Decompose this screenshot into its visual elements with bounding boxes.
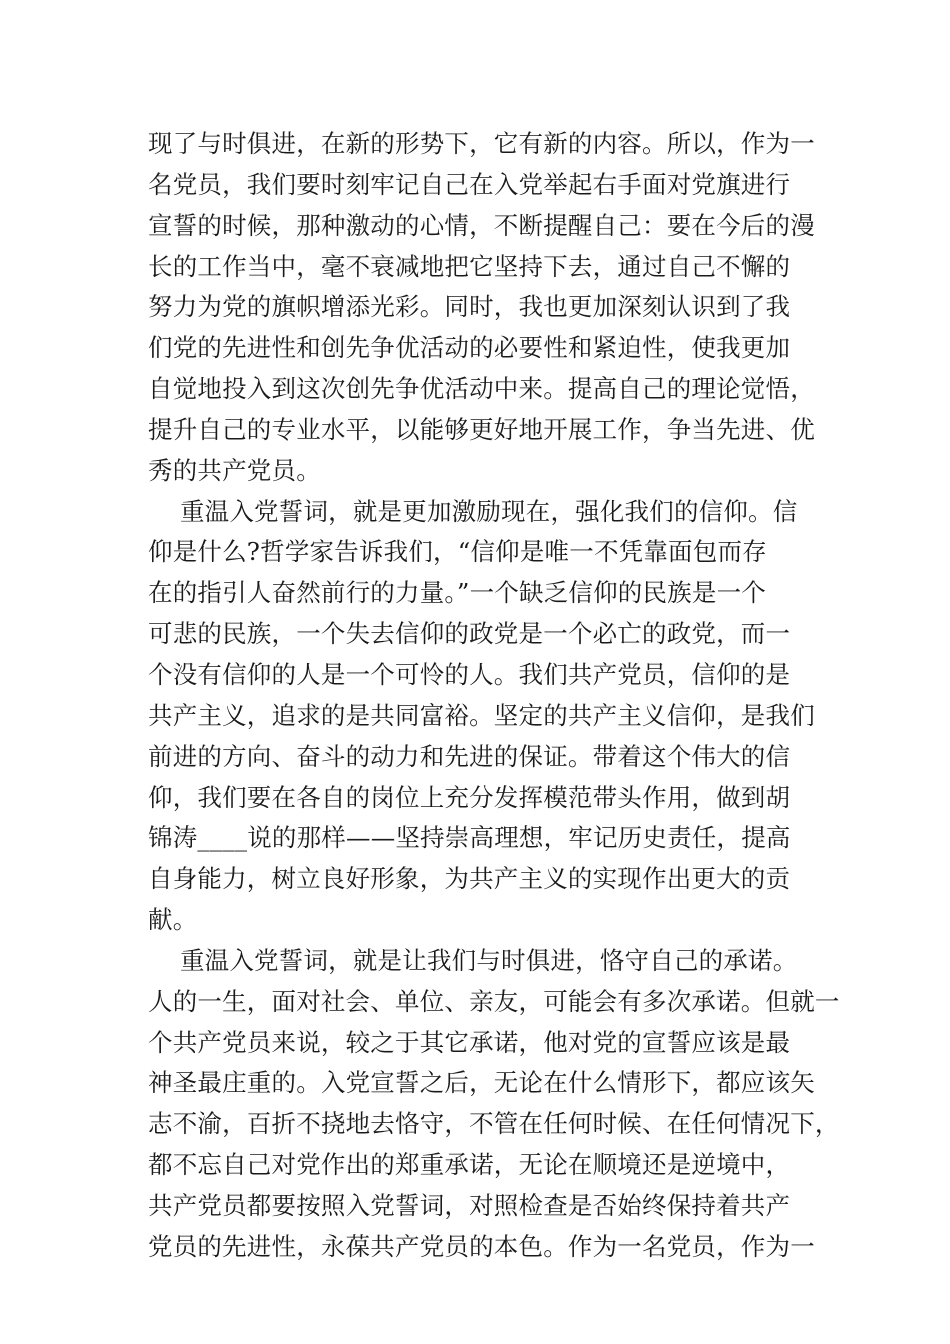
text-line: 个共产党员来说，较之于其它承诺，他对党的宣誓应该是最 xyxy=(148,1027,791,1057)
text-line: 可悲的民族，一个失去信仰的政党是一个必亡的政党，而一 xyxy=(148,619,791,649)
text-line: 名党员，我们要时刻牢记自己在入党举起右手面对党旗进行 xyxy=(148,169,791,199)
text-line: 前进的方向、奋斗的动力和先进的保证。带着这个伟大的信 xyxy=(148,741,791,771)
text-line: 人的一生，面对社会、单位、亲友，可能会有多次承诺。但就一 xyxy=(148,986,840,1016)
text-line: 秀的共产党员。 xyxy=(148,455,321,485)
paragraph xyxy=(148,941,840,1268)
text-line: 共产党员都要按照入党誓词，对照检查是否始终保持着共产 xyxy=(148,1190,791,1220)
text-line: 现了与时俱进，在新的形势下，它有新的内容。所以，作为一 xyxy=(148,129,815,158)
text-line: 自身能力，树立良好形象，为共产主义的实现作出更大的贡 xyxy=(148,864,791,894)
text-line: 重温入党誓词，就是让我们与时俱进，恪守自己的承诺。 xyxy=(148,945,798,975)
text-line: 共产主义，追求的是共同富裕。坚定的共产主义信仰，是我们 xyxy=(148,700,815,730)
text-line: 神圣最庄重的。入党宣誓之后，无论在什么情形下，都应该矢 xyxy=(148,1068,815,1098)
text-line: 努力为党的旗帜增添光彩。同时，我也更加深刻认识到了我 xyxy=(148,292,791,322)
text-line: 们党的先进性和创先争优活动的必要性和紧迫性，使我更加 xyxy=(148,333,791,363)
text-line: 宣誓的时候，那种激动的心情，不断提醒自己：要在今后的漫 xyxy=(148,210,815,240)
text-line: 个没有信仰的人是一个可怜的人。我们共产党员，信仰的是 xyxy=(148,659,791,689)
text-line: 都不忘自己对党作出的郑重承诺，无论在顺境还是逆境中， xyxy=(148,1150,791,1180)
paragraph xyxy=(148,124,815,492)
text-line: 重温入党誓词，就是更加激励现在，强化我们的信仰。信 xyxy=(148,496,798,526)
text-line: 献。 xyxy=(148,905,198,935)
text-line: 志不渝，百折不挠地去恪守，不管在任何时候、在任何情况下， xyxy=(148,1109,840,1139)
text-line: 仰是什么?哲学家告诉我们，“信仰是唯一不凭靠面包而存 xyxy=(148,537,767,567)
text-line: 长的工作当中，毫不衰减地把它坚持下去，通过自己不懈的 xyxy=(148,251,791,281)
text-line: 提升自己的专业水平，以能够更好地开展工作，争当先进、优 xyxy=(148,414,815,444)
paragraph xyxy=(148,492,815,941)
text-line: 仰，我们要在各自的岗位上充分发挥模范带头作用，做到胡 xyxy=(148,782,791,812)
text-line: 党员的先进性，永葆共产党员的本色。作为一名党员，作为一 xyxy=(148,1231,815,1261)
text-line: 锦涛____说的那样——坚持崇高理想，牢记历史责任，提高 xyxy=(148,823,791,853)
document-body xyxy=(148,124,840,1268)
text-line: 在的指引人奋然前行的力量。”一个缺乏信仰的民族是一个 xyxy=(148,578,766,608)
text-line: 自觉地投入到这次创先争优活动中来。提高自己的理论觉悟， xyxy=(148,374,815,404)
